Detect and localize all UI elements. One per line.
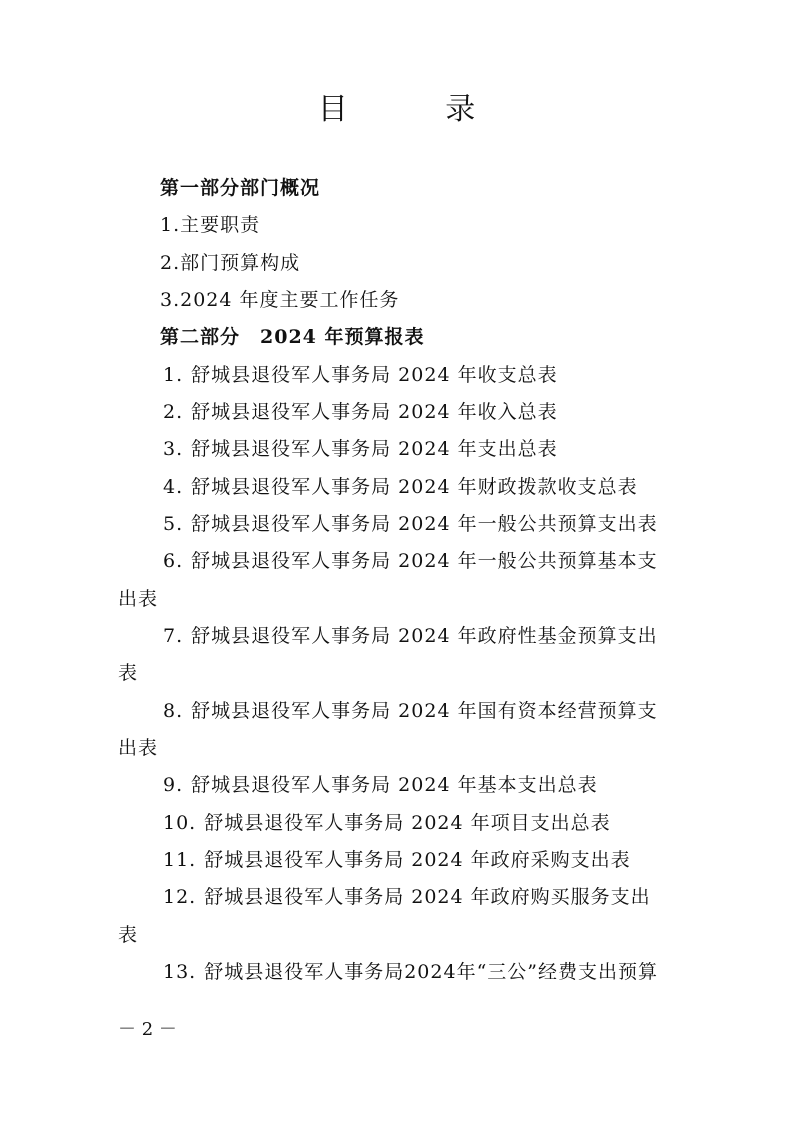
part1-heading: 第一部分部门概况 [160, 177, 321, 199]
toc-item: 2.部门预算构成 [160, 252, 301, 274]
item-text: 舒城县退役军人事务局2024年“三公”经费支出预算 [204, 961, 659, 983]
toc-item [163, 771, 598, 799]
toc-item-continuation: 表 [118, 924, 139, 946]
toc-item: 1.主要职责 [160, 214, 261, 236]
item-number: 5. [163, 513, 184, 535]
toc-item [163, 435, 558, 463]
item-number: 2. [163, 401, 184, 423]
toc-item [163, 473, 638, 501]
item-text: 舒城县退役军人事务局 2024 年收入总表 [191, 401, 558, 423]
item-text: 舒城县退役军人事务局 2024 年支出总表 [191, 438, 558, 460]
toc-item-continuation: 表 [118, 662, 139, 684]
toc-item [163, 398, 558, 426]
toc-item [163, 510, 658, 538]
part2-heading: 第二部分 2024 年预算报表 [160, 326, 425, 348]
item-number: 1. [163, 364, 184, 386]
item-number: 4. [163, 476, 184, 498]
item-text: 舒城县退役军人事务局 2024 年政府性基金预算支出 [191, 625, 658, 647]
toc-item: 3.2024 年度主要工作任务 [160, 289, 400, 311]
item-text: 舒城县退役军人事务局 2024 年收支总表 [191, 364, 558, 386]
item-text: 舒城县退役军人事务局 2024 年项目支出总表 [204, 812, 611, 834]
item-text: 舒城县退役军人事务局 2024 年财政拨款收支总表 [191, 476, 638, 498]
toc-item-continuation: 出表 [118, 737, 159, 759]
toc-title: 目 录 [317, 92, 520, 127]
toc-item [163, 697, 658, 725]
item-number: 10. [163, 812, 197, 834]
toc-item [163, 883, 651, 911]
toc-item [163, 547, 658, 575]
toc-item [163, 361, 558, 389]
item-number: 8. [163, 700, 184, 722]
item-number: 12. [163, 886, 197, 908]
item-number: 13. [163, 961, 197, 983]
item-text: 舒城县退役军人事务局 2024 年基本支出总表 [191, 774, 598, 796]
item-number: 3. [163, 438, 184, 460]
item-text: 舒城县退役军人事务局 2024 年一般公共预算基本支 [191, 550, 658, 572]
toc-item [163, 622, 658, 650]
item-number: 7. [163, 625, 184, 647]
item-text: 舒城县退役军人事务局 2024 年政府采购支出表 [204, 849, 631, 871]
item-number: 11. [163, 849, 197, 871]
page-number: － 2 － [118, 1019, 177, 1040]
toc-item [163, 809, 611, 837]
item-text: 舒城县退役军人事务局 2024 年一般公共预算支出表 [191, 513, 658, 535]
item-number: 6. [163, 550, 184, 572]
item-text: 舒城县退役军人事务局 2024 年国有资本经营预算支 [191, 700, 658, 722]
toc-item-continuation: 出表 [118, 588, 159, 610]
item-text: 舒城县退役军人事务局 2024 年政府购买服务支出 [204, 886, 651, 908]
toc-item [163, 958, 658, 986]
item-number: 9. [163, 774, 184, 796]
toc-item [163, 846, 631, 874]
